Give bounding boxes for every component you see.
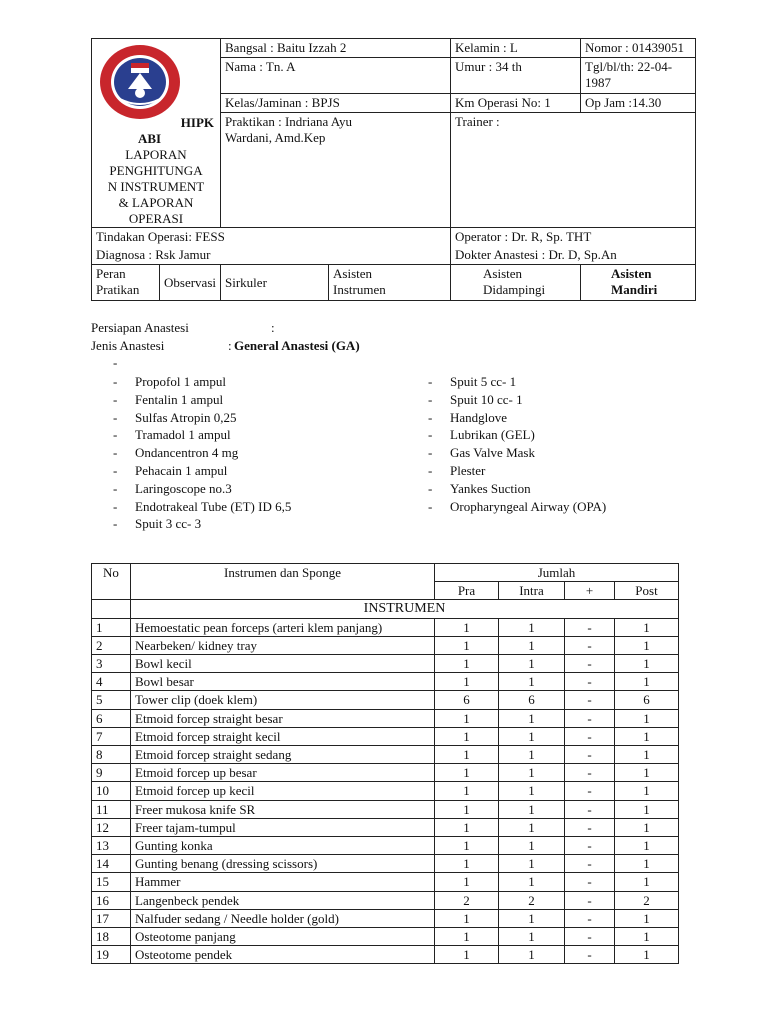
cell-name: Nalfuder sedang / Needle holder (gold) <box>131 909 435 927</box>
report-title-line: PENGHITUNGA <box>109 163 203 178</box>
cell-no: 15 <box>92 873 131 891</box>
cell-plus: - <box>565 782 615 800</box>
list-item: - Spuit 3 cc- 3 <box>113 516 202 532</box>
table-row <box>92 636 679 654</box>
operator-field: Operator : Dr. R, Sp. THT <box>451 228 696 247</box>
cell-intra: 1 <box>499 764 565 782</box>
anesthesia-list-left <box>113 373 291 533</box>
cell-pra: 1 <box>435 909 499 927</box>
cell-plus: - <box>565 837 615 855</box>
tgl-lahir-field <box>581 58 696 94</box>
role-asisten-instrumen <box>329 265 451 301</box>
diagnosa-field: Diagnosa : Rsk Jamur <box>92 246 451 265</box>
cell-plus: - <box>565 691 615 709</box>
tindakan-field: Tindakan Operasi: FESS <box>92 228 451 247</box>
km-operasi-field: Km Operasi No: 1 <box>451 94 581 113</box>
organization-seal-logo-icon <box>98 43 182 121</box>
role-asisten-didampingi <box>451 265 581 301</box>
table-row <box>92 891 679 909</box>
cell-pra: 1 <box>435 873 499 891</box>
table-row <box>92 691 679 709</box>
role-line: Asisten <box>333 266 373 281</box>
role-asisten-mandiri <box>581 265 696 301</box>
table-row <box>92 928 679 946</box>
role-line: Instrumen <box>333 282 386 297</box>
list-item: - Lubrikan (GEL) <box>428 427 535 443</box>
cell-post: 1 <box>615 782 679 800</box>
tgl-lahir-line: Tgl/bl/th: 22-04- <box>585 59 673 74</box>
table-row <box>92 946 679 964</box>
cell-pra: 1 <box>435 618 499 636</box>
cell-plus: - <box>565 636 615 654</box>
cell-plus: - <box>565 873 615 891</box>
list-item: - Endotrakeal Tube (ET) ID 6,5 <box>113 498 292 514</box>
cell-name: Nearbeken/ kidney tray <box>131 636 435 654</box>
cell-name: Freer tajam-tumpul <box>131 818 435 836</box>
org-abbr-line2: ABI <box>138 131 162 146</box>
cell-pra: 2 <box>435 891 499 909</box>
cell-no: 5 <box>92 691 131 709</box>
cell-pra: 1 <box>435 800 499 818</box>
cell-name: Etmoid forcep up besar <box>131 764 435 782</box>
peran-line: Pratikan <box>96 282 140 297</box>
op-jam-field: Op Jam :14.30 <box>581 94 696 113</box>
cell-plus: - <box>565 709 615 727</box>
table-row <box>92 855 679 873</box>
cell-no: 13 <box>92 837 131 855</box>
cell-plus: - <box>565 855 615 873</box>
cell-post: 1 <box>615 946 679 964</box>
instrument-rows <box>92 618 679 964</box>
cell-name: Etmoid forcep straight kecil <box>131 727 435 745</box>
col-header-pra: Pra <box>435 582 499 600</box>
cell-no: 11 <box>92 800 131 818</box>
cell-intra: 1 <box>499 709 565 727</box>
report-title-line: OPERASI <box>128 211 184 226</box>
cell-plus: - <box>565 655 615 673</box>
persiapan-anastesi-row <box>91 319 711 337</box>
anesthesia-list-right <box>428 373 606 515</box>
table-row <box>92 618 679 636</box>
list-item: - Laringoscope no.3 <box>113 480 232 496</box>
list-item: - Handglove <box>428 409 508 425</box>
role-line: Didampingi <box>483 282 546 297</box>
cell-name: Bowl besar <box>131 673 435 691</box>
cell-name: Etmoid forcep straight besar <box>131 709 435 727</box>
jenis-anastesi-row <box>91 337 711 355</box>
report-title-line: & LAPORAN <box>118 195 194 210</box>
cell-no: 8 <box>92 746 131 764</box>
cell-intra: 1 <box>499 818 565 836</box>
table-row <box>92 909 679 927</box>
umur-field: Umur : 34 th <box>451 58 581 94</box>
table-row <box>92 673 679 691</box>
role-observasi: Observasi <box>160 265 221 301</box>
cell-no: 17 <box>92 909 131 927</box>
cell-no: 9 <box>92 764 131 782</box>
cell-pra: 1 <box>435 818 499 836</box>
cell-pra: 1 <box>435 764 499 782</box>
cell-name: Langenbeck pendek <box>131 891 435 909</box>
cell-plus: - <box>565 764 615 782</box>
section-instrumen: INSTRUMEN <box>131 600 679 618</box>
col-header-plus: + <box>565 582 615 600</box>
dokter-anastesi-field: Dokter Anastesi : Dr. D, Sp.An <box>451 246 696 265</box>
report-title-line: N INSTRUMENT <box>107 179 205 194</box>
patient-header-table <box>91 38 696 301</box>
cell-plus: - <box>565 928 615 946</box>
peran-line: Peran <box>96 266 126 281</box>
cell-plus: - <box>565 946 615 964</box>
cell-plus: - <box>565 673 615 691</box>
cell-post: 1 <box>615 800 679 818</box>
cell-intra: 1 <box>499 618 565 636</box>
tgl-lahir-line: 1987 <box>585 75 612 90</box>
cell-name: Osteotome pendek <box>131 946 435 964</box>
cell-plus: - <box>565 891 615 909</box>
cell-no: 19 <box>92 946 131 964</box>
cell-pra: 1 <box>435 855 499 873</box>
praktikan-field <box>221 113 451 228</box>
cell-pra: 1 <box>435 946 499 964</box>
org-abbr-line1: HIPK <box>180 115 215 130</box>
list-item: - Ondancentron 4 mg <box>113 445 239 461</box>
cell-post: 1 <box>615 873 679 891</box>
cell-name: Bowl kecil <box>131 655 435 673</box>
cell-intra: 1 <box>499 782 565 800</box>
role-line: Asisten <box>483 266 523 281</box>
logo-title-cell <box>92 39 221 228</box>
cell-plus: - <box>565 909 615 927</box>
role-line: Mandiri <box>611 282 658 297</box>
cell-intra: 1 <box>499 800 565 818</box>
col-header-post: Post <box>615 582 679 600</box>
cell-no: 18 <box>92 928 131 946</box>
peran-label <box>92 265 160 301</box>
list-item: - Propofol 1 ampul <box>113 374 226 389</box>
list-item: - Spuit 5 cc- 1 <box>428 374 517 389</box>
cell-pra: 1 <box>435 709 499 727</box>
trainer-field: Trainer : <box>451 113 696 228</box>
cell-no: 12 <box>92 818 131 836</box>
cell-intra: 1 <box>499 673 565 691</box>
cell-post: 1 <box>615 764 679 782</box>
cell-post: 1 <box>615 746 679 764</box>
cell-no: 1 <box>92 618 131 636</box>
cell-no: 10 <box>92 782 131 800</box>
cell-name: Etmoid forcep straight sedang <box>131 746 435 764</box>
cell-intra: 1 <box>499 655 565 673</box>
cell-no: 16 <box>92 891 131 909</box>
col-header-intra: Intra <box>499 582 565 600</box>
cell-no: 2 <box>92 636 131 654</box>
cell-post: 1 <box>615 618 679 636</box>
role-sirkuler: Sirkuler <box>221 265 329 301</box>
cell-post: 1 <box>615 655 679 673</box>
list-item: - Sulfas Atropin 0,25 <box>113 409 237 425</box>
instrument-count-table <box>91 563 679 964</box>
cell-plus: - <box>565 618 615 636</box>
nomor-field: Nomor : 01439051 <box>581 39 696 58</box>
cell-intra: 1 <box>499 727 565 745</box>
list-item: - Fentalin 1 ampul <box>113 391 224 407</box>
cell-no: 14 <box>92 855 131 873</box>
cell-post: 1 <box>615 636 679 654</box>
table-row <box>92 800 679 818</box>
table-row <box>92 709 679 727</box>
cell-post: 6 <box>615 691 679 709</box>
cell-no: 4 <box>92 673 131 691</box>
cell-post: 1 <box>615 727 679 745</box>
nama-field: Nama : Tn. A <box>221 58 451 94</box>
cell-post: 1 <box>615 928 679 946</box>
cell-post: 1 <box>615 709 679 727</box>
list-item: - Spuit 10 cc- 1 <box>428 391 523 407</box>
persiapan-label: Persiapan Anastesi <box>91 320 189 335</box>
cell-intra: 1 <box>499 909 565 927</box>
report-title <box>94 147 218 227</box>
table-row <box>92 873 679 891</box>
bangsal-field: Bangsal : Baitu Izzah 2 <box>221 39 451 58</box>
cell-pra: 1 <box>435 673 499 691</box>
cell-post: 1 <box>615 855 679 873</box>
col-header-jumlah: Jumlah <box>435 564 679 582</box>
list-item: - Gas Valve Mask <box>428 445 535 461</box>
cell-post: 1 <box>615 837 679 855</box>
cell-name: Gunting konka <box>131 837 435 855</box>
anesthesia-section <box>91 319 711 532</box>
cell-post: 1 <box>615 818 679 836</box>
cell-pra: 1 <box>435 782 499 800</box>
cell-name: Tower clip (doek klem) <box>131 691 435 709</box>
kelas-field: Kelas/Jaminan : BPJS <box>221 94 451 113</box>
jenis-label: Jenis Anastesi <box>91 338 165 353</box>
jenis-value: General Anastesi (GA) <box>234 338 360 353</box>
cell-pra: 1 <box>435 655 499 673</box>
table-row <box>92 764 679 782</box>
cell-intra: 1 <box>499 855 565 873</box>
table-row <box>92 746 679 764</box>
praktikan-line: Wardani, Amd.Kep <box>225 130 326 145</box>
cell-no: 7 <box>92 727 131 745</box>
cell-intra: 2 <box>499 891 565 909</box>
list-item: - Oropharyngeal Airway (OPA) <box>428 498 607 514</box>
cell-name: Freer mukosa knife SR <box>131 800 435 818</box>
section-spacer <box>92 600 131 618</box>
col-header-name: Instrumen dan Sponge <box>131 564 435 600</box>
cell-intra: 1 <box>499 746 565 764</box>
cell-name: Hemoestatic pean forceps (arteri klem panjang) <box>131 618 435 636</box>
cell-pra: 6 <box>435 691 499 709</box>
table-row <box>92 818 679 836</box>
persiapan-colon: : <box>271 320 275 335</box>
cell-plus: - <box>565 746 615 764</box>
cell-plus: - <box>565 727 615 745</box>
table-row <box>92 837 679 855</box>
cell-name: Hammer <box>131 873 435 891</box>
cell-pra: 1 <box>435 727 499 745</box>
list-item: - Tramadol 1 ampul <box>113 427 231 443</box>
cell-pra: 1 <box>435 746 499 764</box>
cell-plus: - <box>565 818 615 836</box>
cell-pra: 1 <box>435 636 499 654</box>
cell-no: 6 <box>92 709 131 727</box>
cell-intra: 1 <box>499 873 565 891</box>
cell-intra: 1 <box>499 928 565 946</box>
cell-no: 3 <box>92 655 131 673</box>
list-item: - Pehacain 1 ampul <box>113 462 228 478</box>
cell-plus: - <box>565 800 615 818</box>
cell-post: 1 <box>615 673 679 691</box>
cell-intra: 1 <box>499 636 565 654</box>
empty-list-item: - <box>113 355 118 370</box>
cell-post: 2 <box>615 891 679 909</box>
cell-intra: 6 <box>499 691 565 709</box>
cell-intra: 1 <box>499 946 565 964</box>
cell-name: Etmoid forcep up kecil <box>131 782 435 800</box>
report-title-line: LAPORAN <box>125 147 187 162</box>
praktikan-line: Praktikan : Indriana Ayu <box>225 114 352 129</box>
jenis-colon: : <box>228 338 232 353</box>
list-item: - Yankes Suction <box>428 480 531 496</box>
table-row <box>92 655 679 673</box>
kelamin-field: Kelamin : L <box>451 39 581 58</box>
role-line: Asisten <box>611 266 652 281</box>
table-row <box>92 782 679 800</box>
cell-pra: 1 <box>435 837 499 855</box>
col-header-no: No <box>92 564 131 600</box>
cell-intra: 1 <box>499 837 565 855</box>
cell-pra: 1 <box>435 928 499 946</box>
list-item: - Plester <box>428 462 486 478</box>
cell-name: Gunting benang (dressing scissors) <box>131 855 435 873</box>
cell-name: Osteotome panjang <box>131 928 435 946</box>
cell-post: 1 <box>615 909 679 927</box>
table-row <box>92 727 679 745</box>
